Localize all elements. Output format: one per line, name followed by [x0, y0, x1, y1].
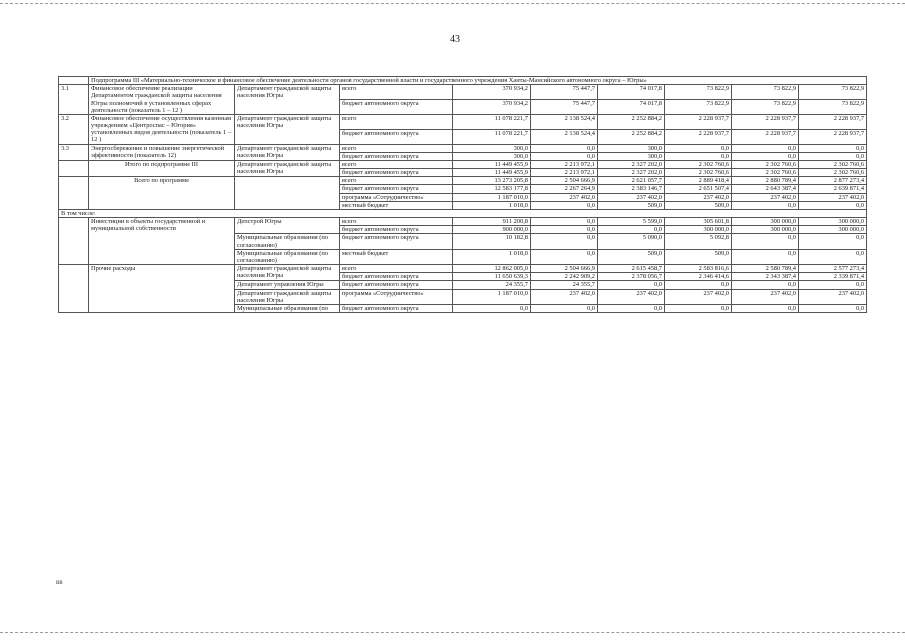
activity-name: Энергосбережение и повышение энергетической эффективности (показатель 12) — [89, 144, 235, 160]
other-expenses-label: Прочие расходы — [89, 265, 235, 313]
value-cell: 0,0 — [531, 201, 598, 209]
value-cell: 2 302 760,6 — [799, 160, 867, 168]
empty-num-cell — [59, 265, 89, 313]
value-cell: 370 934,2 — [453, 85, 531, 100]
value-cell: 0,0 — [799, 249, 867, 264]
value-cell: 305 601,8 — [665, 218, 732, 226]
value-cell: 73 822,9 — [732, 100, 799, 115]
value-cell: 2 228 937,7 — [665, 129, 732, 144]
in-that-number-label: В том числе: — [59, 209, 867, 217]
source-cell: программа «Сотрудничество» — [340, 193, 453, 201]
activity-name: Финансовое обеспечение реализации Департаментом гражданской защиты населения Югры полномочий в установленных сферах деятельности (показатель 1 – 12 ) — [89, 85, 235, 115]
value-cell: 0,0 — [531, 152, 598, 160]
value-cell: 2 639 871,4 — [799, 185, 867, 193]
value-cell: 0,0 — [665, 281, 732, 289]
source-cell: программа «Сотрудничество» — [340, 289, 453, 304]
value-cell: 2 327 202,0 — [598, 160, 665, 168]
value-cell: 0,0 — [531, 226, 598, 234]
value-cell: 0,0 — [598, 226, 665, 234]
value-cell: 2 504 666,9 — [531, 265, 598, 273]
executor-cell: Департамент гражданской защиты населения Югры — [235, 160, 340, 176]
table-row — [59, 177, 867, 185]
page-number: 43 — [450, 34, 460, 45]
value-cell: 1 187 010,0 — [453, 193, 531, 201]
value-cell: 237 402,0 — [665, 289, 732, 304]
table-row — [59, 265, 867, 273]
value-cell: 0,0 — [531, 234, 598, 249]
source-cell: всего — [340, 265, 453, 273]
value-cell: 0,0 — [732, 304, 799, 312]
value-cell: 2 577 273,4 — [799, 265, 867, 273]
source-cell: бюджет автономного округа — [340, 100, 453, 115]
row-number: 3.3 — [59, 144, 89, 160]
table-row — [59, 85, 867, 100]
value-cell: 509,0 — [665, 249, 732, 264]
source-cell: всего — [340, 160, 453, 168]
value-cell: 2 302 760,6 — [732, 160, 799, 168]
value-cell: 0,0 — [732, 249, 799, 264]
value-cell: 237 402,0 — [531, 289, 598, 304]
value-cell: 237 402,0 — [799, 289, 867, 304]
value-cell: 2 346 414,6 — [665, 273, 732, 281]
table-row — [59, 144, 867, 152]
empty-num-cell — [59, 218, 89, 265]
value-cell: 2 228 937,7 — [665, 114, 732, 129]
executor-cell: Департамент гражданской защиты населения Югры — [235, 114, 340, 144]
table-row — [59, 114, 867, 129]
value-cell: 509,0 — [598, 201, 665, 209]
value-cell: 2 615 458,7 — [598, 265, 665, 273]
value-cell: 2 213 972,1 — [531, 160, 598, 168]
value-cell: 0,0 — [531, 218, 598, 226]
value-cell: 11 449 455,9 — [453, 169, 531, 177]
value-cell: 300 000,0 — [799, 218, 867, 226]
value-cell: 11 078 221,7 — [453, 114, 531, 129]
value-cell: 300,0 — [453, 144, 531, 152]
source-cell: бюджет автономного округа — [340, 185, 453, 193]
executor-cell: Муниципальные образования (по согласованию) — [235, 234, 340, 249]
value-cell: 2 138 524,4 — [531, 114, 598, 129]
executor-cell: Депстрой Югры — [235, 218, 340, 234]
value-cell: 0,0 — [799, 281, 867, 289]
value-cell: 2 383 146,7 — [598, 185, 665, 193]
value-cell: 0,0 — [732, 144, 799, 152]
value-cell: 1 187 010,0 — [453, 289, 531, 304]
value-cell: 73 822,9 — [732, 85, 799, 100]
value-cell: 13 273 205,8 — [453, 177, 531, 185]
value-cell: 370 934,2 — [453, 100, 531, 115]
value-cell: 12 583 177,8 — [453, 185, 531, 193]
value-cell: 237 402,0 — [598, 289, 665, 304]
empty-num-cell — [59, 160, 89, 176]
value-cell: 2 302 760,6 — [665, 160, 732, 168]
value-cell: 300 000,0 — [732, 218, 799, 226]
source-cell: бюджет автономного округа — [340, 273, 453, 281]
source-cell: бюджет автономного округа — [340, 226, 453, 234]
table-row — [59, 160, 867, 168]
source-cell: местный бюджет — [340, 249, 453, 264]
value-cell: 0,0 — [665, 304, 732, 312]
value-cell: 11 650 639,3 — [453, 273, 531, 281]
source-cell: местный бюджет — [340, 201, 453, 209]
value-cell: 5 090,0 — [598, 234, 665, 249]
executor-cell: Департамент гражданской защиты населения Югры — [235, 265, 340, 281]
executor-cell: Департамент управления Югры — [235, 281, 340, 289]
value-cell: 2 228 937,7 — [732, 129, 799, 144]
executor-cell: Департамент гражданской защиты населения Югры — [235, 289, 340, 304]
value-cell: 2 228 937,7 — [732, 114, 799, 129]
value-cell: 2 267 264,9 — [531, 185, 598, 193]
value-cell: 300,0 — [598, 144, 665, 152]
empty-executor-cell — [235, 177, 340, 210]
value-cell: 0,0 — [799, 152, 867, 160]
value-cell: 24 355,7 — [453, 281, 531, 289]
value-cell: 0,0 — [732, 152, 799, 160]
value-cell: 0,0 — [799, 201, 867, 209]
value-cell: 300,0 — [598, 152, 665, 160]
value-cell: 0,0 — [531, 304, 598, 312]
value-cell: 2 302 760,6 — [799, 169, 867, 177]
value-cell: 2 580 789,4 — [732, 265, 799, 273]
value-cell: 2 327 202,0 — [598, 169, 665, 177]
table-row — [59, 218, 867, 226]
in-that-number-row — [59, 209, 867, 217]
value-cell: 10 182,8 — [453, 234, 531, 249]
value-cell: 0,0 — [665, 152, 732, 160]
value-cell: 509,0 — [665, 201, 732, 209]
source-cell: бюджет автономного округа — [340, 169, 453, 177]
value-cell: 0,0 — [531, 249, 598, 264]
value-cell: 73 822,9 — [799, 100, 867, 115]
subprogram-header-row — [59, 77, 867, 85]
source-cell: всего — [340, 85, 453, 100]
footer-mark: вв — [56, 578, 63, 586]
value-cell: 74 017,8 — [598, 100, 665, 115]
value-cell: 509,0 — [598, 249, 665, 264]
value-cell: 75 447,7 — [531, 100, 598, 115]
value-cell: 73 822,9 — [665, 100, 732, 115]
value-cell: 2 889 418,4 — [665, 177, 732, 185]
source-cell: всего — [340, 114, 453, 129]
subprogram-title: Подпрограмма III «Материально-техническое и финансовое обеспечение деятельности органов государственной власти и государственного учреждения Ханты-Мансийского автономного округа – Югры» — [89, 77, 867, 85]
top-scan-edge — [0, 3, 905, 5]
value-cell: 73 822,9 — [665, 85, 732, 100]
value-cell: 73 822,9 — [799, 85, 867, 100]
value-cell: 2 651 507,4 — [665, 185, 732, 193]
value-cell: 0,0 — [598, 281, 665, 289]
value-cell: 0,0 — [732, 234, 799, 249]
value-cell: 11 449 455,9 — [453, 160, 531, 168]
value-cell: 12 862 005,0 — [453, 265, 531, 273]
value-cell: 300 000,0 — [799, 226, 867, 234]
value-cell: 2 583 816,6 — [665, 265, 732, 273]
value-cell: 300 000,0 — [732, 226, 799, 234]
value-cell: 0,0 — [598, 304, 665, 312]
value-cell: 2 643 387,4 — [732, 185, 799, 193]
value-cell: 2 228 937,7 — [799, 114, 867, 129]
value-cell: 75 447,7 — [531, 85, 598, 100]
subprogram-total-label: Итого по подпрограмме III — [89, 160, 235, 176]
executor-cell: Муниципальные образования (по согласованию) — [235, 249, 340, 264]
value-cell: 2 339 871,4 — [799, 273, 867, 281]
bottom-scan-edge — [0, 632, 905, 634]
value-cell: 2 138 524,4 — [531, 129, 598, 144]
value-cell: 0,0 — [665, 144, 732, 152]
value-cell: 2 877 273,4 — [799, 177, 867, 185]
row-number: 3.2 — [59, 114, 89, 144]
value-cell: 0,0 — [732, 281, 799, 289]
value-cell: 237 402,0 — [598, 193, 665, 201]
value-cell: 300,0 — [453, 152, 531, 160]
source-cell: всего — [340, 218, 453, 226]
value-cell: 2 242 909,2 — [531, 273, 598, 281]
value-cell: 2 343 387,4 — [732, 273, 799, 281]
empty-num-cell — [59, 177, 89, 210]
value-cell: 900 000,0 — [453, 226, 531, 234]
value-cell: 0,0 — [799, 234, 867, 249]
value-cell: 237 402,0 — [732, 289, 799, 304]
value-cell: 2 621 057,7 — [598, 177, 665, 185]
value-cell: 2 302 760,6 — [665, 169, 732, 177]
value-cell: 2 252 884,2 — [598, 129, 665, 144]
value-cell: 0,0 — [453, 304, 531, 312]
row-number: 3.1 — [59, 85, 89, 115]
value-cell: 5 599,0 — [598, 218, 665, 226]
value-cell: 2 252 884,2 — [598, 114, 665, 129]
value-cell: 2 302 760,6 — [732, 169, 799, 177]
value-cell: 300 000,0 — [665, 226, 732, 234]
source-cell: бюджет автономного округа — [340, 304, 453, 312]
source-cell: бюджет автономного округа — [340, 129, 453, 144]
executor-cell: Департамент гражданской защиты населения Югры — [235, 85, 340, 115]
value-cell: 0,0 — [799, 144, 867, 152]
value-cell: 2 213 972,1 — [531, 169, 598, 177]
value-cell: 237 402,0 — [799, 193, 867, 201]
value-cell: 2 504 666,9 — [531, 177, 598, 185]
value-cell: 237 402,0 — [665, 193, 732, 201]
value-cell: 0,0 — [799, 304, 867, 312]
source-cell: бюджет автономного округа — [340, 281, 453, 289]
header-num-cell — [59, 77, 89, 85]
value-cell: 0,0 — [531, 144, 598, 152]
activity-name: Финансовое обеспечение осуществления казенным учреждением «Центроспас – Югория» установленных видов деятельности (показатель 1 – 12 ) — [89, 114, 235, 144]
executor-cell: Департамент гражданской защиты населения Югры — [235, 144, 340, 160]
executor-cell: Муниципальные образования (по — [235, 304, 340, 312]
value-cell: 0,0 — [732, 201, 799, 209]
source-cell: бюджет автономного округа — [340, 234, 453, 249]
source-cell: всего — [340, 177, 453, 185]
value-cell: 911 200,8 — [453, 218, 531, 226]
value-cell: 24 355,7 — [531, 281, 598, 289]
value-cell: 2 378 056,7 — [598, 273, 665, 281]
value-cell: 237 402,0 — [732, 193, 799, 201]
value-cell: 5 092,8 — [665, 234, 732, 249]
source-cell: бюджет автономного округа — [340, 152, 453, 160]
value-cell: 11 078 221,7 — [453, 129, 531, 144]
value-cell: 74 017,8 — [598, 85, 665, 100]
value-cell: 2 880 789,4 — [732, 177, 799, 185]
value-cell: 1 018,0 — [453, 249, 531, 264]
value-cell: 1 018,0 — [453, 201, 531, 209]
financing-table — [58, 76, 867, 313]
value-cell: 2 228 937,7 — [799, 129, 867, 144]
source-cell: всего — [340, 144, 453, 152]
investments-label: Инвестиции в объекты государственной и муниципальной собственности — [89, 218, 235, 265]
value-cell: 237 402,0 — [531, 193, 598, 201]
program-total-label: Всего по программе — [89, 177, 235, 210]
